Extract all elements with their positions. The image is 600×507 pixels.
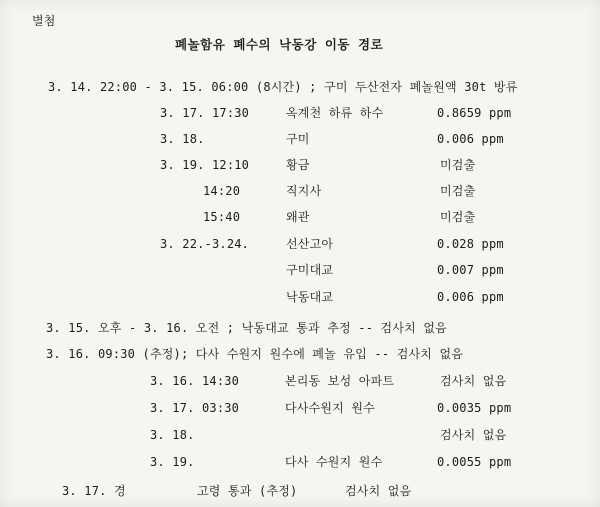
row-15-date: 3. 19. — [150, 455, 195, 469]
row-12-place: 본리동 보성 아파트 — [285, 374, 395, 388]
row-2-date: 3. 17. 17:30 — [160, 106, 250, 120]
event-line-10: 3. 15. 오후 - 3. 16. 오전 ; 낙동대교 통과 추정 -- 검사치 없음 — [46, 321, 447, 335]
row-16-date: 3. 17. 경 — [62, 484, 126, 498]
row-13-place: 다사수원지 원수 — [285, 401, 375, 415]
row-5-time: 14:20 — [203, 184, 241, 198]
row-4-value: 미검출 — [440, 158, 476, 172]
row-2-value: 0.8659 ppm — [437, 106, 512, 120]
row-5-value: 미검출 — [440, 184, 476, 198]
event-line-11: 3. 16. 09:30 (추정); 다사 수원지 원수에 폐놀 유입 -- 검사치 없음 — [46, 347, 464, 361]
row-15-value: 0.0055 ppm — [437, 455, 512, 469]
document-title: 폐놀함유 폐수의 낙동강 이동 경로 — [175, 37, 384, 52]
row-3-date: 3. 18. — [160, 132, 205, 146]
row-7-place: 선산고아 — [286, 237, 334, 251]
row-3-place: 구미 — [286, 132, 310, 146]
row-2-place: 옥계천 하류 하수 — [286, 106, 384, 120]
event-line-1: 3. 14. 22:00 - 3. 15. 06:00 (8시간) ; 구미 두산전자 폐놀원액 30t 방류 — [48, 80, 518, 94]
row-6-time: 15:40 — [203, 210, 241, 224]
row-16-place: 고령 통과 (추정) — [197, 484, 298, 498]
row-4-place: 황금 — [286, 158, 310, 172]
attachment-label: 별첨 — [32, 14, 56, 28]
row-8-value: 0.007 ppm — [437, 263, 504, 277]
row-14-value: 검사치 없음 — [440, 428, 507, 442]
row-4-date: 3. 19. 12:10 — [160, 158, 250, 172]
row-12-date: 3. 16. 14:30 — [150, 374, 240, 388]
row-12-value: 검사치 없음 — [440, 374, 507, 388]
row-15-place: 다사 수원지 원수 — [285, 455, 383, 469]
row-6-value: 미검출 — [440, 210, 476, 224]
row-7-value: 0.028 ppm — [437, 237, 504, 251]
row-13-date: 3. 17. 03:30 — [150, 401, 240, 415]
row-8-place: 구미대교 — [286, 263, 334, 277]
row-3-value: 0.006 ppm — [437, 132, 504, 146]
row-9-value: 0.006 ppm — [437, 290, 504, 304]
row-5-place: 직지사 — [286, 184, 322, 198]
row-16-value: 검사치 없음 — [345, 484, 412, 498]
row-9-place: 낙동대교 — [286, 290, 334, 304]
row-13-value: 0.0035 ppm — [437, 401, 512, 415]
row-6-place: 왜관 — [286, 210, 310, 224]
row-7-date: 3. 22.-3.24. — [160, 237, 250, 251]
row-14-date: 3. 18. — [150, 428, 195, 442]
